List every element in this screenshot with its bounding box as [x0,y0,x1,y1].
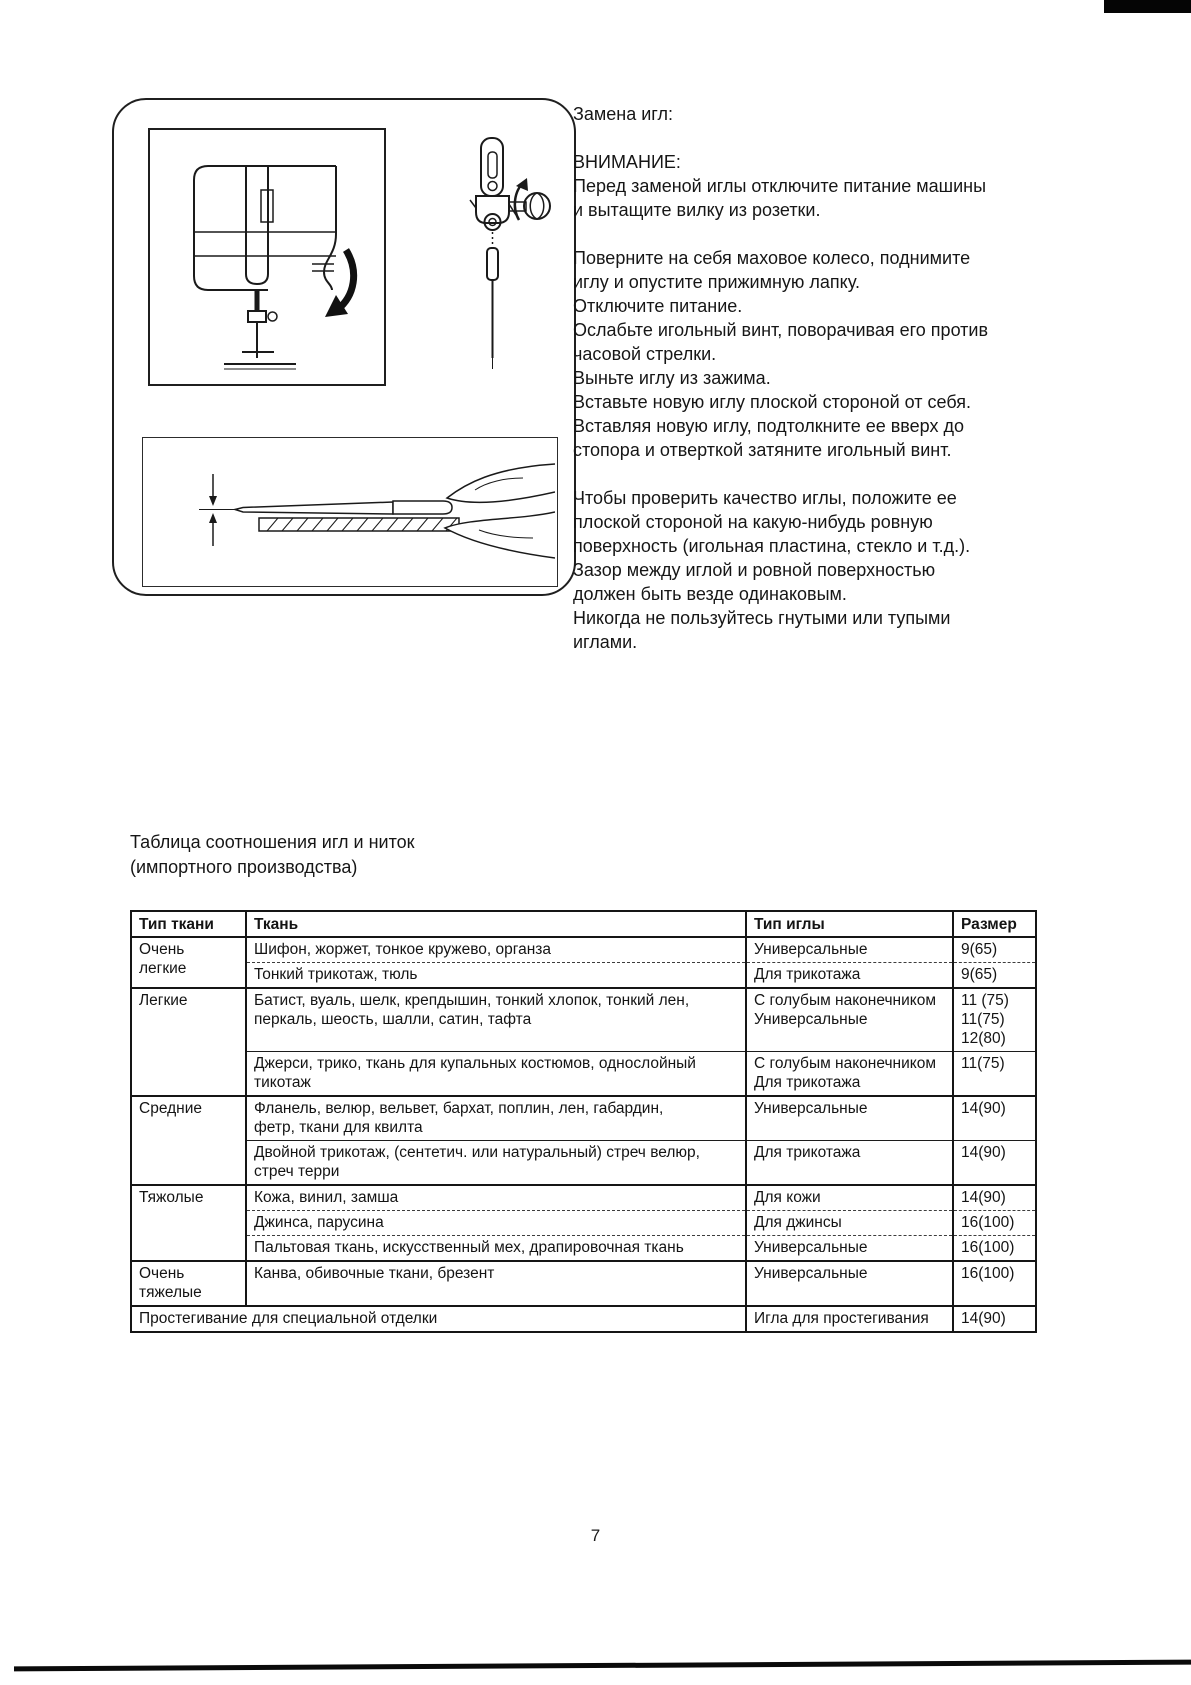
table-row [131,1236,1036,1262]
col-header-fabric-type: Тип ткани [131,911,246,937]
fabric-cell [246,1236,746,1262]
step-line: Вставьте новую иглу плоской стороной от себя. [573,392,972,412]
table-row [131,963,1036,989]
table-row [131,1096,1036,1141]
cell-line: Универсальные [754,941,868,958]
col-header-size: Размер [953,911,1036,937]
cell-line: тикотаж [254,1074,311,1091]
table-title [130,830,415,880]
instructions-column [573,102,1043,654]
cell-line: Канва, обивочные ткани, брезент [254,1265,495,1282]
step-line: Вставляя новую иглу, подтолкните ее вверх до [573,416,964,436]
fabric-cell [246,1261,746,1306]
table-row [131,1306,1036,1332]
step-line: часовой стрелки. [573,344,717,364]
cell-line: Универсальные [754,1265,868,1282]
cell-line: 16(100) [961,1239,1015,1256]
table-title-line: Таблица соотношения игл и ниток [130,832,415,852]
cell-line: Легкие [139,992,188,1009]
needle-flat-check-icon [143,438,555,584]
step-line: Выньте иглу из зажима. [573,368,771,388]
step-line: иглу и опустите прижимную лапку. [573,272,860,292]
fabric-type-cell [131,988,246,1096]
size-cell [953,1306,1036,1332]
needle-thread-table [130,910,1037,1333]
fabric-cell [246,1096,746,1141]
check-line: поверхность (игольная пластина, стекло и т.д.). [573,536,971,556]
step-line: стопора и отверткой затяните игольный винт. [573,440,952,460]
needle-clamp-figure [448,136,552,378]
col-header-needle-type: Тип иглы [746,911,953,937]
cell-line: Универсальные [754,1239,868,1256]
cell-line: Джинса, парусина [254,1214,384,1231]
table-row [131,1141,1036,1186]
cell-line: тяжелые [139,1284,202,1301]
needle-type-cell [746,1141,953,1186]
cell-line: 14(90) [961,1100,1006,1117]
cell-line: Простегивание для специальной отделки [139,1310,438,1327]
needle-type-cell [746,1096,953,1141]
machine-head-figure-box [148,128,386,386]
table-row [131,937,1036,963]
cell-line: Для трикотажа [754,1144,861,1161]
check-line: иглами. [573,632,638,652]
cell-line: Для трикотажа [754,1074,861,1091]
cell-line: Батист, вуаль, шелк, крепдышин, тонкий хлопок, тонкий лен, [254,992,690,1009]
cell-line: 16(100) [961,1265,1015,1282]
needle-type-cell [746,1052,953,1097]
fabric-cell [246,1052,746,1097]
needle-flat-check-figure-box [142,437,558,587]
cell-line: Для кожи [754,1189,821,1206]
check-line: Зазор между иглой и ровной поверхностью [573,560,936,580]
cell-line: Универсальные [754,1100,868,1117]
step-line: Отключите питание. [573,296,743,316]
cell-line: 14(90) [961,1144,1006,1161]
cell-line: Для джинсы [754,1214,842,1231]
fabric-cell [246,937,746,963]
size-cell [953,988,1036,1052]
size-cell [953,1211,1036,1236]
check-line: должен быть везде одинаковым. [573,584,847,604]
warning-heading: ВНИМАНИЕ: [573,152,681,172]
cell-line: легкие [139,960,187,977]
fabric-cell [246,988,746,1052]
step-line: Ослабьте игольный винт, поворачивая его против [573,320,989,340]
table-row [131,1211,1036,1236]
needle-type-cell [746,963,953,989]
cell-line: стреч терри [254,1163,340,1180]
cell-line: С голубым наконечником [754,992,936,1009]
fabric-type-cell [131,1261,246,1306]
needle-type-cell [746,1261,953,1306]
needle-type-cell [746,937,953,963]
size-cell [953,1141,1036,1186]
cell-line: Двойной трикотаж, (сентетич. или натуральный) стреч велюр, [254,1144,700,1161]
cell-line: Пальтовая ткань, искусственный мех, драпировочная ткань [254,1239,684,1256]
scan-bottom-bar [14,1660,1191,1672]
needle-type-cell [746,1211,953,1236]
col-header-fabric: Ткань [246,911,746,937]
check-line: Чтобы проверить качество иглы, положите ее [573,488,957,508]
table-header-row [131,911,1036,937]
page-number: 7 [590,1526,601,1545]
check-line: Никогда не пользуйтесь гнутыми или тупыми [573,608,951,628]
section-title: Замена игл: [573,104,673,124]
cell-line: Игла для простегивания [754,1310,929,1327]
table-row [131,988,1036,1052]
cell-line: фетр, ткани для квилта [254,1119,423,1136]
cell-line: 16(100) [961,1214,1015,1231]
cell-line: 11(75) [961,1011,1005,1028]
needle-type-cell [746,1236,953,1262]
needle-clamp-icon [448,136,552,378]
cell-line: С голубым наконечником [754,1055,936,1072]
fabric-cell [246,1211,746,1236]
cell-line: Средние [139,1100,202,1117]
cell-line: Фланель, велюр, вельвет, бархат, поплин, лен, габардин, [254,1100,664,1117]
size-cell [953,963,1036,989]
scan-corner-mark [1104,0,1191,13]
warning-line: и вытащите вилку из розетки. [573,200,821,220]
cell-line: 14(90) [961,1189,1006,1206]
cell-line: 9(65) [961,941,998,958]
fabric-cell [246,1185,746,1211]
needle-type-cell [746,1306,953,1332]
size-cell [953,1052,1036,1097]
fabric-type-cell [131,1096,246,1185]
table-title-line: (импортного производства) [130,857,358,877]
cell-line: 14(90) [961,1310,1006,1327]
cell-line: Тонкий трикотаж, тюль [254,966,418,983]
fabric-type-cell [131,1185,246,1261]
cell-line: Для трикотажа [754,966,861,983]
size-cell [953,1236,1036,1262]
cell-line: Шифон, жоржет, тонкое кружево, органза [254,941,551,958]
cell-line: Очень [139,1265,185,1282]
warning-line: Перед заменой иглы отключите питание машины [573,176,987,196]
cell-line: 12(80) [961,1030,1006,1047]
size-cell [953,1261,1036,1306]
cell-line: Тяжолые [139,1189,204,1206]
cell-line: Джерси, трико, ткань для купальных костюмов, однослойный [254,1055,696,1072]
step-line: Поверните на себя маховое колесо, поднимите [573,248,971,268]
size-cell [953,1185,1036,1211]
cell-line: Универсальные [754,1011,868,1028]
size-cell [953,937,1036,963]
fabric-type-cell [131,937,246,988]
fabric-cell [246,1141,746,1186]
cell-line: 9(65) [961,966,998,983]
needle-type-cell [746,988,953,1052]
sewing-machine-head-icon [150,130,383,383]
quilting-label-cell [131,1306,746,1332]
needle-type-cell [746,1185,953,1211]
cell-line: 11(75) [961,1055,1005,1072]
table-row [131,1052,1036,1097]
fabric-cell [246,963,746,989]
table-row [131,1185,1036,1211]
cell-line: перкаль, шеость, шалли, сатин, тафта [254,1011,532,1028]
size-cell [953,1096,1036,1141]
cell-line: 11 (75) [961,992,1009,1009]
table-row [131,1261,1036,1306]
cell-line: Кожа, винил, замша [254,1189,399,1206]
cell-line: Очень [139,941,185,958]
check-line: плоской стороной на какую-нибудь ровную [573,512,933,532]
